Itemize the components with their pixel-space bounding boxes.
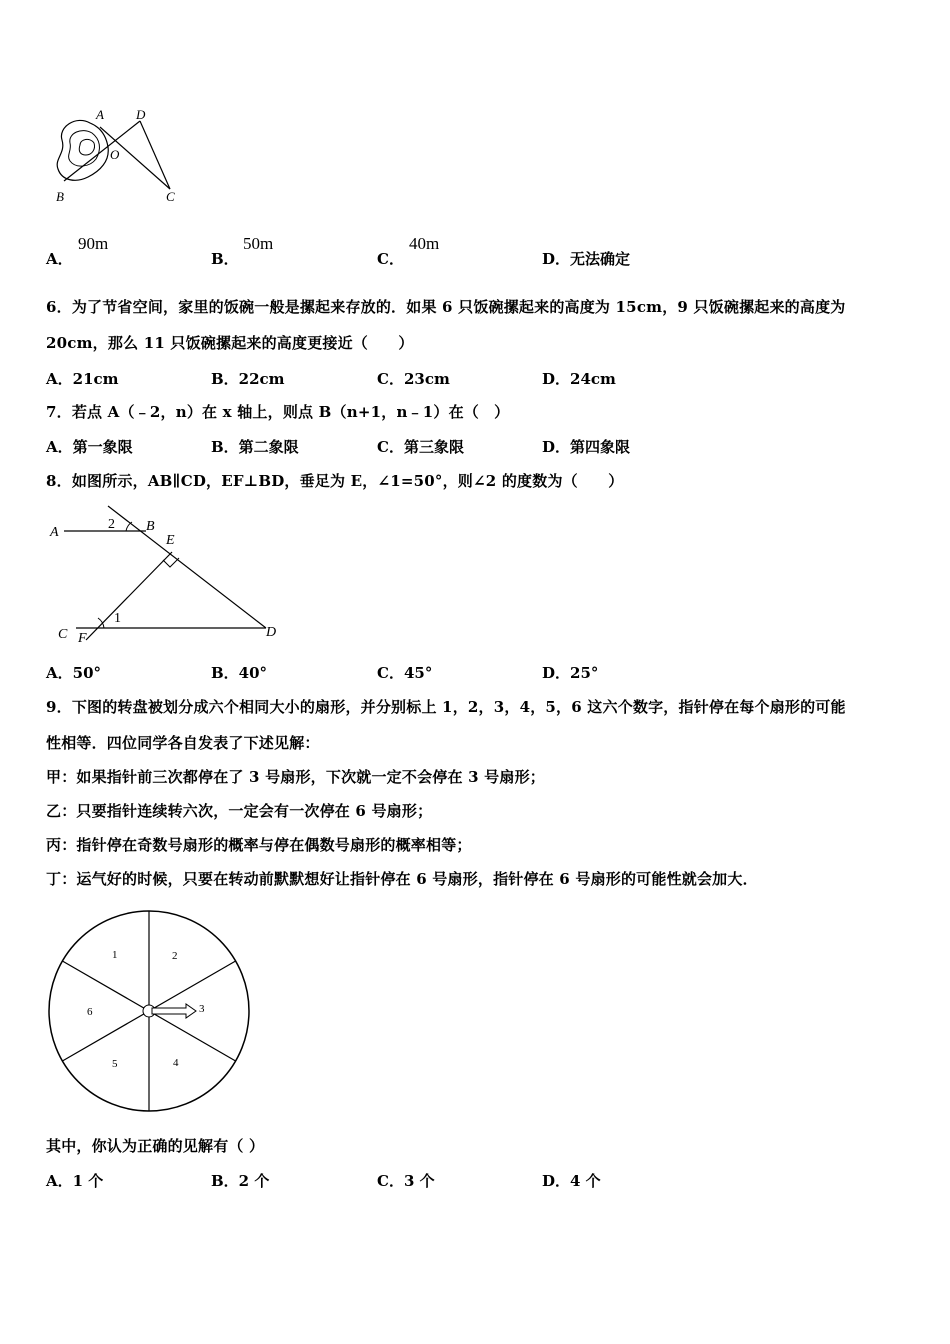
sector-label-1: 1	[112, 949, 118, 961]
label-B: B	[56, 189, 64, 204]
q9-spinner	[46, 908, 252, 1114]
q5-option-b[interactable]	[211, 234, 274, 269]
q5-option-a-value: 90m	[78, 234, 109, 253]
q6-option-b[interactable]: B．22cm	[211, 370, 285, 388]
label-E: E	[166, 533, 175, 548]
q6-text-line2: 20cm，那么 11 只饭碗摞起来的高度更接近（ ）	[46, 334, 414, 352]
sector-label-3: 3	[199, 1003, 205, 1015]
q8-option-d[interactable]: D．25°	[542, 664, 599, 682]
q6-text-line1: 6．为了节省空间，家里的饭碗一般是摞起来存放的．如果 6 只饭碗摞起来的高度为 15cm，9 只饭碗摞起来的高度为	[46, 298, 846, 316]
label-C: C	[58, 627, 68, 642]
q5-option-c-value: 40m	[409, 234, 440, 253]
q5-option-c[interactable]	[377, 234, 440, 269]
q5-option-a-letter: A．	[46, 250, 73, 268]
label-1: 1	[114, 611, 121, 626]
sector-label-2: 2	[172, 950, 178, 962]
q9-question: 其中，你认为正确的见解有（ ）	[46, 1137, 265, 1155]
q5-option-d[interactable]	[542, 248, 630, 269]
q7-option-c[interactable]: C．第三象限	[377, 438, 464, 456]
q7-option-d[interactable]: D．第四象限	[542, 438, 631, 456]
sector-label-5: 5	[112, 1058, 118, 1070]
q5-option-b-value: 50m	[243, 234, 274, 253]
label-D: D	[136, 107, 146, 122]
pond-outline	[57, 120, 108, 180]
q7-text: 7．若点 A（﹣2，n）在 x 轴上，则点 B（n+1，n﹣1）在（ ）	[46, 403, 510, 421]
q8-figure	[46, 500, 296, 650]
line-BD	[108, 506, 266, 628]
q9-text-line1: 9．下图的转盘被划分成六个相同大小的扇形，并分别标上 1，2，3，4，5，6 这六个数字，指针停在每个扇形的可能	[46, 698, 846, 716]
q9-option-a[interactable]: A．1 个	[46, 1172, 104, 1190]
label-C: C	[166, 189, 175, 204]
q7-option-b[interactable]: B．第二象限	[211, 438, 299, 456]
q7-option-a[interactable]: A．第一象限	[46, 438, 133, 456]
q8-text: 8．如图所示，AB∥CD，EF⊥BD，垂足为 E，∠1=50°，则∠2 的度数为（ ）	[46, 472, 624, 490]
q6-option-c[interactable]: C．23cm	[377, 370, 450, 388]
q9-text-line2: 性相等．四位同学各自发表了下述见解：	[46, 734, 320, 752]
q9-statement-bing: 丙：指针停在奇数号扇形的概率与停在偶数号扇形的概率相等；	[46, 836, 472, 854]
line-DC	[140, 121, 170, 189]
q9-option-b[interactable]: B．2 个	[211, 1172, 270, 1190]
pond-contour-inner	[79, 139, 94, 155]
line-BD	[64, 121, 140, 181]
q5-option-a[interactable]	[46, 234, 109, 269]
q8-option-a[interactable]: A．50°	[46, 664, 102, 682]
line-EF	[86, 552, 172, 640]
sector-label-6: 6	[87, 1006, 93, 1018]
q6-option-a[interactable]: A．21cm	[46, 370, 119, 388]
label-2: 2	[108, 517, 115, 532]
q5-option-d-letter: D．	[542, 250, 571, 268]
label-A: A	[96, 107, 104, 122]
label-O: O	[110, 147, 120, 162]
q6-option-d[interactable]: D．24cm	[542, 370, 616, 388]
label-B: B	[146, 519, 155, 534]
sector-label-4: 4	[173, 1057, 179, 1069]
q9-option-c[interactable]: C．3 个	[377, 1172, 435, 1190]
q8-option-b[interactable]: B．40°	[211, 664, 268, 682]
pond-contour	[69, 131, 100, 166]
q5-option-b-letter: B．	[211, 250, 239, 268]
label-A: A	[50, 525, 59, 540]
q9-statement-ding: 丁：运气好的时候，只要在转动前默默想好让指针停在 6 号扇形，指针停在 6 号扇形的可能性就会加大．	[46, 870, 758, 888]
q9-option-d[interactable]: D．4 个	[542, 1172, 601, 1190]
q5-figure	[48, 105, 198, 210]
q9-statement-yi: 乙：只要指针连续转六次，一定会有一次停在 6 号扇形；	[46, 802, 433, 820]
q5-option-c-letter: C．	[377, 250, 404, 268]
q8-option-c[interactable]: C．45°	[377, 664, 433, 682]
label-D: D	[266, 625, 277, 640]
label-F: F	[78, 631, 87, 646]
q9-statement-jia: 甲：如果指针前三次都停在了 3 号扇形，下次就一定不会停在 3 号扇形；	[46, 768, 545, 786]
q5-option-d-value: 无法确定	[570, 250, 631, 268]
